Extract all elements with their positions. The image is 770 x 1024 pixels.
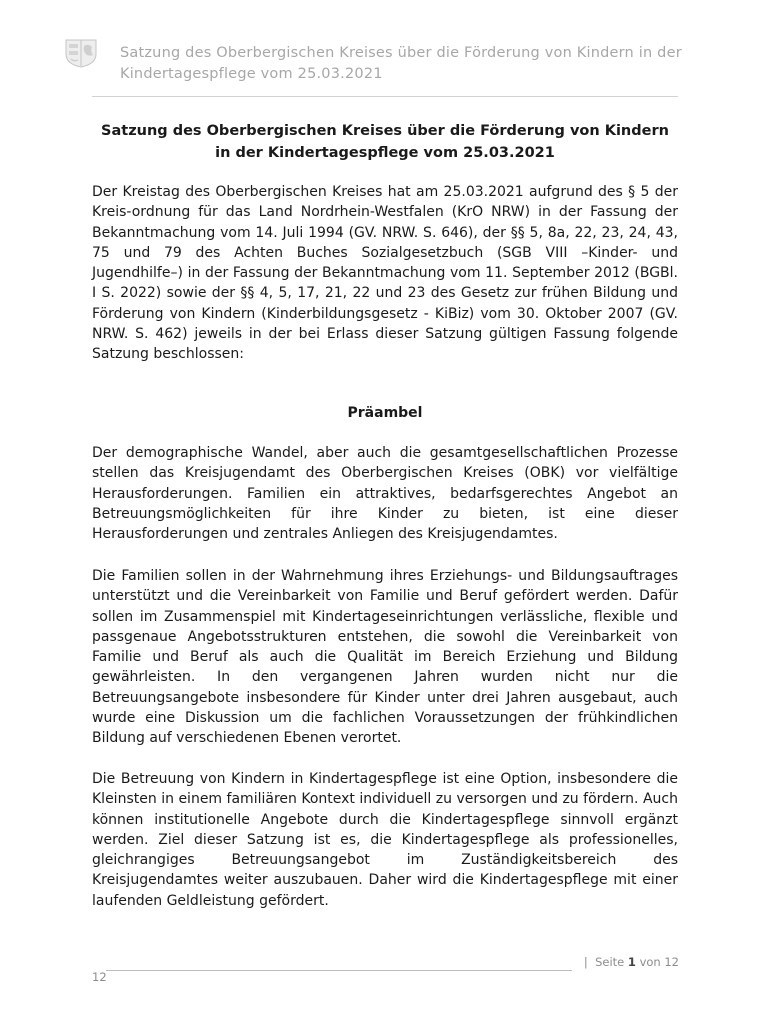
header-title: Satzung des Oberbergischen Kreises über die Förderung von Kindern in der Kindertagespflege vom 25.03.2021 (120, 45, 682, 82)
page-label: Seite (595, 955, 625, 969)
preamble-paragraph-2: Die Familien sollen in der Wahrnehmung ihres Erziehungs- und Bildungsauftrages unterstützt und die Vereinbarkeit von Familie und Beruf gefördert werden. Dafür sollen im Zusammenspiel mit Kindertageseinrichtungen verlässliche, flexible und passgenaue Angebotsstrukturen entstehen, die sowohl die Vereinbarkeit von Familie und Beruf als auch die Qualität im Bereich Erziehung und Bildung gewährleisten. In den vergangenen Jahren wurden nicht nur die Betreuungsangebote insbesondere für Kinder unter drei Jahren ausgebaut, auch wurde eine Diskussion um die fachlichen Voraussetzungen der frühkindlichen Bildung auf verschiedenen Ebenen verortet. (92, 568, 678, 747)
of-label: von (639, 955, 661, 969)
document-title: Satzung des Oberbergischen Kreises über die Förderung von Kindern in der Kindertagespflege vom 25.03.2021 (101, 123, 669, 161)
current-page: 1 (627, 955, 636, 969)
total-pages: 12 (664, 955, 679, 969)
intro-paragraph: Der Kreistag des Oberbergischen Kreises hat am 25.03.2021 aufgrund des § 5 der Kreis-ordnung für das Land Nordrhein-Westfalen (KrO NRW) in der Fassung der Bekanntmachung vom 14. Juli 1994 (GV. NRW. S. 646), der §§ 5, 8a, 22, 23, 24, 43, 75 und 79 des Achten Buches Sozialgesetzbuch (SGB VIII –Kinder- und Jugendhilfe–) in der Fassung der Bekanntmachung vom 11. September 2012 (BGBl. I S. 2022) sowie der §§ 4, 5, 17, 21, 22 und 23 des Gesetz zur frühen Bildung und Förderung von Kindern (Kinderbildungsgesetz - KiBiz) vom 30. Oktober 2007 (GV. NRW. S. 462) jeweils in der bei Erlass dieser Satzung gültigen Fassung folgende Satzung beschlossen: (92, 184, 678, 363)
coat-of-arms-logo (64, 38, 98, 68)
header-divider (92, 96, 678, 97)
preamble-paragraph-3: Die Betreuung von Kindern in Kindertagespflege ist eine Option, insbesondere die Kleinsten in einem familiären Kontext individuell zu versorgen und zu fördern. Auch können institutionelle Angebote durch die Kindertagespflege sinnvoll ergänzt werden. Ziel dieser Satzung ist es, die Kindertagespflege als professionelles, gleichrangiges Betreuungsangebot im Zuständigkeitsbereich des Kreisjugendamtes weiter auszubauen. Daher wird die Kindertagespflege mit einer laufenden Geldleistung gefördert. (92, 771, 678, 909)
footer-divider (106, 970, 572, 971)
page-indicator (584, 955, 679, 969)
footer-page-number: 12 (92, 970, 107, 984)
footer-separator: | (583, 955, 588, 969)
preamble-paragraph-1: Der demographische Wandel, aber auch die gesamtgesellschaftlichen Prozesse stellen das Kreisjugendamt des Oberbergischen Kreises (OBK) vor vielfältige Herausforderungen. Familien ein attraktives, bedarfsgerechtes Angebot an Betreuungsmöglichkeiten für ihre Kinder zu bieten, ist eine dieser Herausforderungen und zentrales Anliegen des Kreisjugendamtes. (92, 445, 678, 543)
section-heading-praeambel: Präambel (347, 405, 423, 421)
